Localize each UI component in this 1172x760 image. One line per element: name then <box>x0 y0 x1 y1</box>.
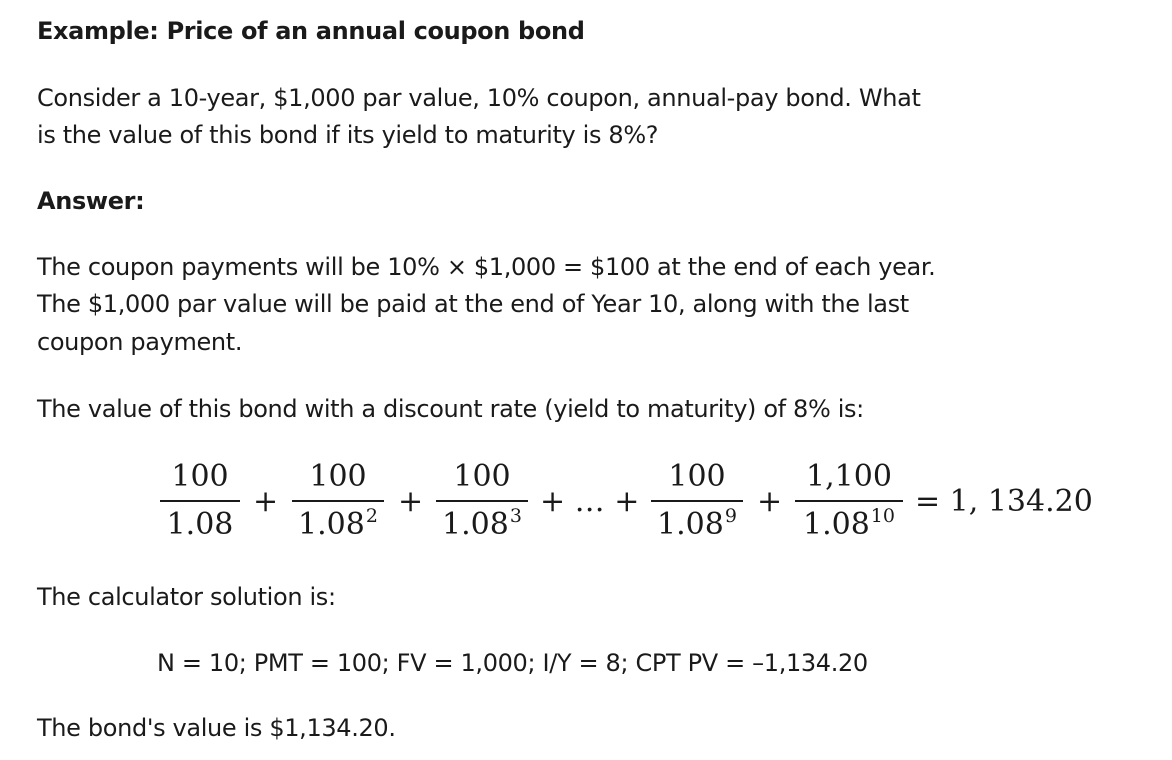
explanation-line-1: The coupon payments will be 10% × $1,000 = $100 at the end of each year. <box>37 253 936 281</box>
value-intro: The value of this bond with a discount rate (yield to maturity) of 8% is: <box>37 395 864 423</box>
fraction-bar <box>651 500 743 502</box>
question-line-1: Consider a 10-year, $1,000 par value, 10% coupon, annual-pay bond. What <box>37 84 921 112</box>
fraction-term-9 <box>651 455 743 555</box>
calc-intro: The calculator solution is: <box>37 583 336 611</box>
fraction-numerator: 100 <box>309 459 367 494</box>
fraction-term-3 <box>436 455 528 555</box>
fraction-bar <box>436 500 528 502</box>
calculator-solution: N = 10; PMT = 100; FV = 1,000; I/Y = 8; CPT PV = –1,134.20 <box>157 649 868 677</box>
fraction-term-1 <box>160 455 240 555</box>
explanation-line-2: The $1,000 par value will be paid at the end of Year 10, along with the last <box>37 290 909 318</box>
plus-sign: + <box>253 484 279 519</box>
fraction-denominator: 1.08$^3$ <box>442 505 522 542</box>
fraction-bar <box>795 500 903 502</box>
formula-result: = 1, 134.20 <box>915 484 1093 519</box>
exponent: 3 <box>509 505 522 527</box>
explanation-line-3: coupon payment. <box>37 328 243 356</box>
fraction-denominator: 1.08$^2$ <box>298 505 378 542</box>
exponent: 9 <box>724 505 737 527</box>
fraction-numerator: 100 <box>453 459 511 494</box>
plus-sign: + <box>757 484 783 519</box>
fraction-numerator: 100 <box>171 459 229 494</box>
question-line-2: is the value of this bond if its yield to maturity is 8%? <box>37 121 659 149</box>
fraction-denominator: 1.08$^{10}$ <box>803 505 895 542</box>
exponent: 10 <box>870 505 895 527</box>
fraction-denominator: 1.08$^9$ <box>657 505 737 542</box>
fraction-numerator: 1,100 <box>806 459 892 494</box>
fraction-denominator: 1.08 <box>166 507 234 542</box>
fraction-numerator: 100 <box>668 459 726 494</box>
exponent: 2 <box>365 505 378 527</box>
plus-sign: + <box>398 484 424 519</box>
page-title: Example: Price of an annual coupon bond <box>37 17 585 45</box>
conclusion: The bond's value is $1,134.20. <box>37 714 396 742</box>
fraction-bar <box>160 500 240 502</box>
fraction-bar <box>292 500 384 502</box>
fraction-term-10 <box>795 455 903 555</box>
fraction-term-2 <box>292 455 384 555</box>
answer-heading: Answer: <box>37 187 145 215</box>
ellipsis-terms: + … + <box>540 484 640 519</box>
